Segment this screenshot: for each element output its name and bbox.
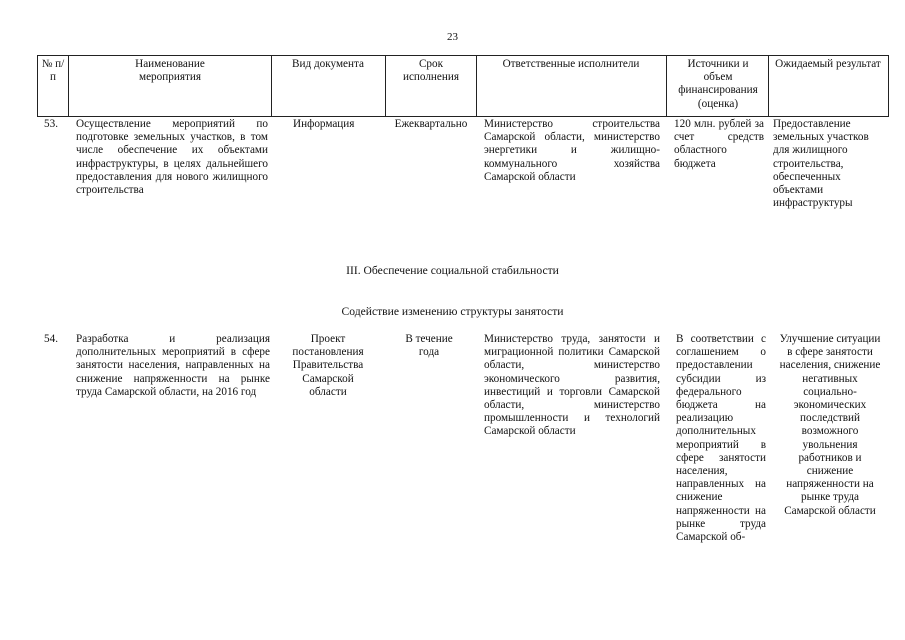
row-54-doc: Проект постановления Правительства Самарской области (292, 333, 364, 398)
header-funding: Источники и объем финансирования (оценка) (678, 58, 758, 110)
header-result: Ожидаемый результат (775, 58, 881, 70)
section-title: III. Обеспечение социальной стабильности (346, 264, 559, 277)
header-resp: Ответственные исполнители (502, 58, 640, 70)
row-53-resp: Министерство строительства Самарской области, министерство энергетики и жилищно-коммунального хозяйства Самарской области (484, 118, 660, 183)
subsection-title: Содействие изменению структуры занятости (341, 305, 564, 318)
col-border-7 (888, 55, 889, 117)
header-term: Срок исполнения (402, 58, 460, 84)
row-53-term: Ежеквартально (394, 118, 468, 130)
header-name: Наименование мероприятия (135, 58, 205, 84)
header-bottom-border (37, 116, 889, 117)
col-border-2 (271, 55, 272, 117)
row-53-result: Предоставление земельных участков для жилищного строительства, обеспеченных объектами инфраструктуры (773, 118, 869, 210)
row-54-term: В течение года (405, 333, 453, 359)
row-53-doc: Информация (293, 118, 355, 130)
row-53-name: Осуществление мероприятий по подготовке земельных участков, в том числе обеспечение их объектами инфраструктуры, в целях дальнейшего предоставления для нового жилищного строительства (76, 118, 268, 197)
row-54-num: 54. (44, 333, 58, 345)
col-border-3 (385, 55, 386, 117)
row-54-result: Улучшение ситуации в сфере занятости населения, снижение негативных социально-экономических последствий возможного увольнения работников и снижение напряженности на рынке труда Самарской области (779, 333, 881, 517)
col-border-6 (768, 55, 769, 117)
header-num: № п/п (41, 58, 65, 84)
col-border-0 (37, 55, 38, 117)
header-doc: Вид документа (292, 58, 364, 70)
page-number: 23 (447, 31, 458, 43)
table-top-border (37, 55, 889, 56)
col-border-1 (68, 55, 69, 117)
row-54-funding: В соответствии с соглашением о предоставлении субсидии из федерального бюджета на реализацию дополнительных мероприятий в сфере занятости населения, направленных на снижение напряженности на рынке труда Самарской об- (676, 333, 766, 544)
col-border-4 (476, 55, 477, 117)
col-border-5 (666, 55, 667, 117)
row-54-resp: Министерство труда, занятости и миграционной политики Самарской области, министерство экономического развития, инвестиций и торговли Самарской области, министерство промышленности и технологий Самарской области (484, 333, 660, 438)
row-54-name: Разработка и реализация дополнительных мероприятий в сфере занятости населения, направленных на снижение напряженности на рынке труда Самарской области, на 2016 год (76, 333, 270, 398)
row-53-num: 53. (44, 118, 58, 130)
row-53-funding: 120 млн. рублей за счет средств областного бюджета (674, 118, 764, 170)
